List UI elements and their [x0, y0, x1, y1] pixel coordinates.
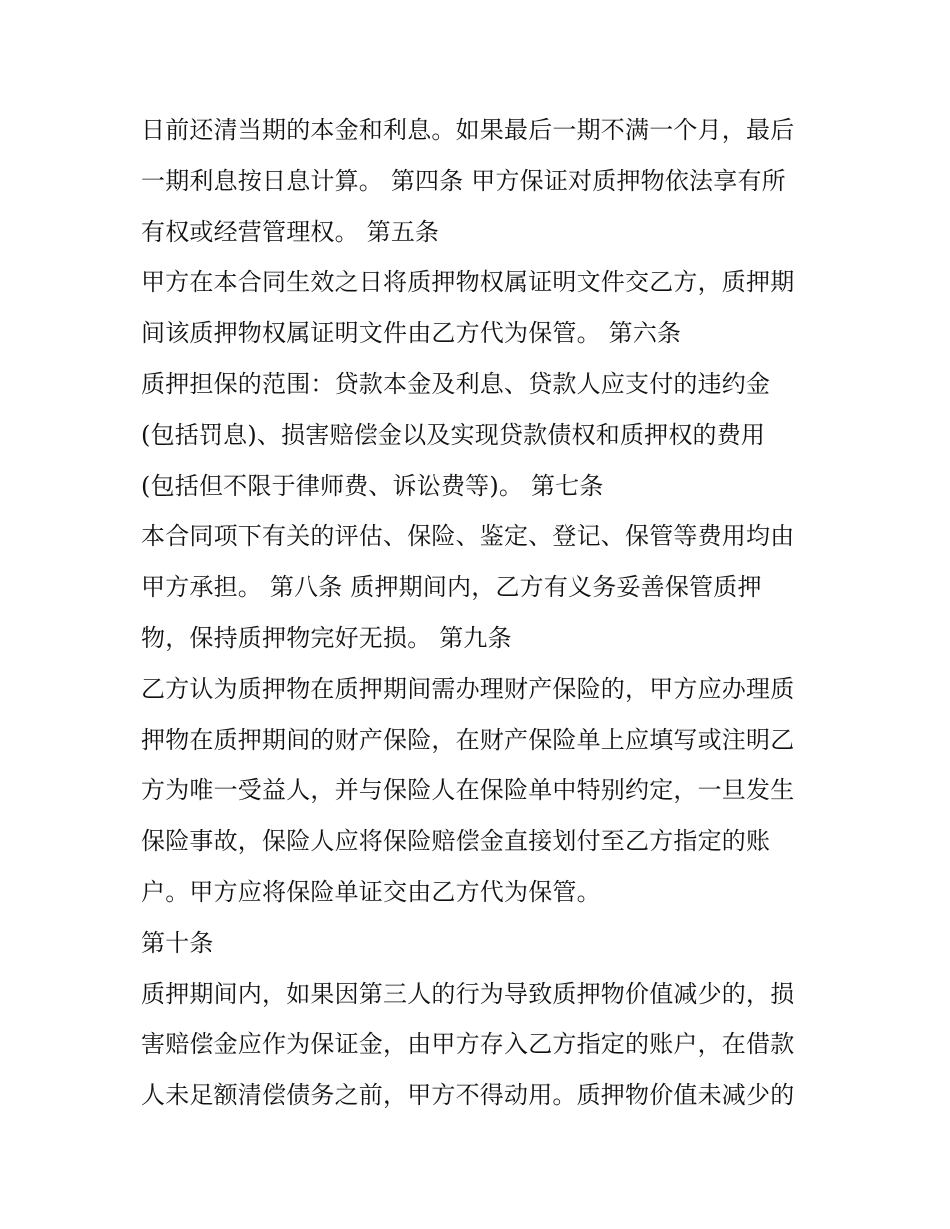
text-line: (包括但不限于律师费、诉讼费等)。 第七条 — [141, 471, 604, 500]
text-line: 质押期间内，如果因第三人的行为导致质押物价值减少的，损 — [141, 979, 795, 1008]
text-line: 日前还清当期的本金和利息。如果最后一期不满一个月，最后 — [141, 116, 795, 144]
text-line: 一期利息按日息计算。 第四条 甲方保证对质押物依法享有所 — [141, 166, 786, 195]
text-line: 人未足额清偿债务之前，甲方不得动用。质押物价值未减少的 — [141, 1081, 795, 1110]
text-line: 甲方在本合同生效之日将质押物权属证明文件交乙方，质押期 — [141, 268, 795, 297]
text-line: 保险事故，保险人应将保险赔偿金直接划付至乙方指定的账 — [141, 827, 771, 856]
text-line: 质押担保的范围：贷款本金及利息、贷款人应支付的违约金 — [141, 369, 771, 398]
text-line: 本合同项下有关的评估、保险、鉴定、登记、保管等费用均由 — [141, 522, 795, 551]
text-line: 间该质押物权属证明文件由乙方代为保管。 第六条 — [141, 319, 682, 348]
text-line: 害赔偿金应作为保证金，由甲方存入乙方指定的账户，在借款 — [141, 1030, 795, 1059]
text-line: 方为唯一受益人，并与保险人在保险单中特别约定，一旦发生 — [141, 776, 795, 805]
contract-text-block — [141, 108, 821, 1124]
text-line: 物，保持质押物完好无损。 第九条 — [141, 623, 512, 652]
text-line: (包括罚息)、损害赔偿金以及实现贷款债权和质押权的费用 — [141, 420, 766, 449]
text-line: 有权或经营管理权。 第五条 — [141, 217, 440, 246]
text-line: 押物在质押期间的财产保险，在财产保险单上应填写或注明乙 — [141, 725, 795, 754]
text-line: 乙方认为质押物在质押期间需办理财产保险的，甲方应办理质 — [141, 674, 795, 703]
text-line: 甲方承担。 第八条 质押期间内，乙方有义务妥善保管质押 — [141, 573, 762, 602]
text-line: 第十条 — [141, 928, 214, 957]
text-line: 户。甲方应将保险单证交由乙方代为保管。 — [141, 877, 601, 906]
